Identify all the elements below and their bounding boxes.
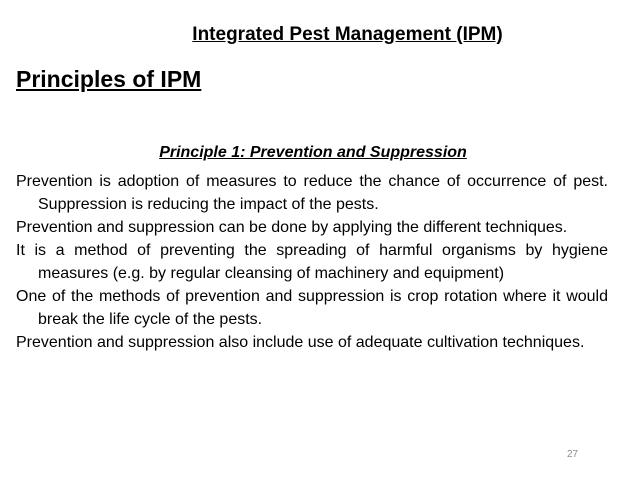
principle-heading: Principle 1: Prevention and Suppression: [159, 144, 467, 161]
page-number: 27: [567, 449, 579, 460]
section-title: Principles of IPM: [16, 66, 202, 92]
paragraph-prevention-definition: Prevention is adoption of measures to reduce the chance of occurrence of pest. Suppression is reducing the impact of the pests.: [16, 173, 608, 213]
paragraph-techniques: Prevention and suppression can be done by applying the different techniques.: [16, 219, 568, 236]
paragraph-crop-rotation: One of the methods of prevention and suppression is crop rotation where it would break the life cycle of the pests.: [16, 288, 608, 328]
header-title: Integrated Pest Management (IPM): [192, 24, 503, 45]
paragraph-list: [16, 170, 608, 354]
paragraph-cultivation-techniques: Prevention and suppression also include use of adequate cultivation techniques.: [16, 334, 585, 351]
paragraph-hygiene-measures: It is a method of preventing the spreading of harmful organisms by hygiene measures (e.g. by regular cleansing of machinery and equipment): [16, 242, 608, 282]
